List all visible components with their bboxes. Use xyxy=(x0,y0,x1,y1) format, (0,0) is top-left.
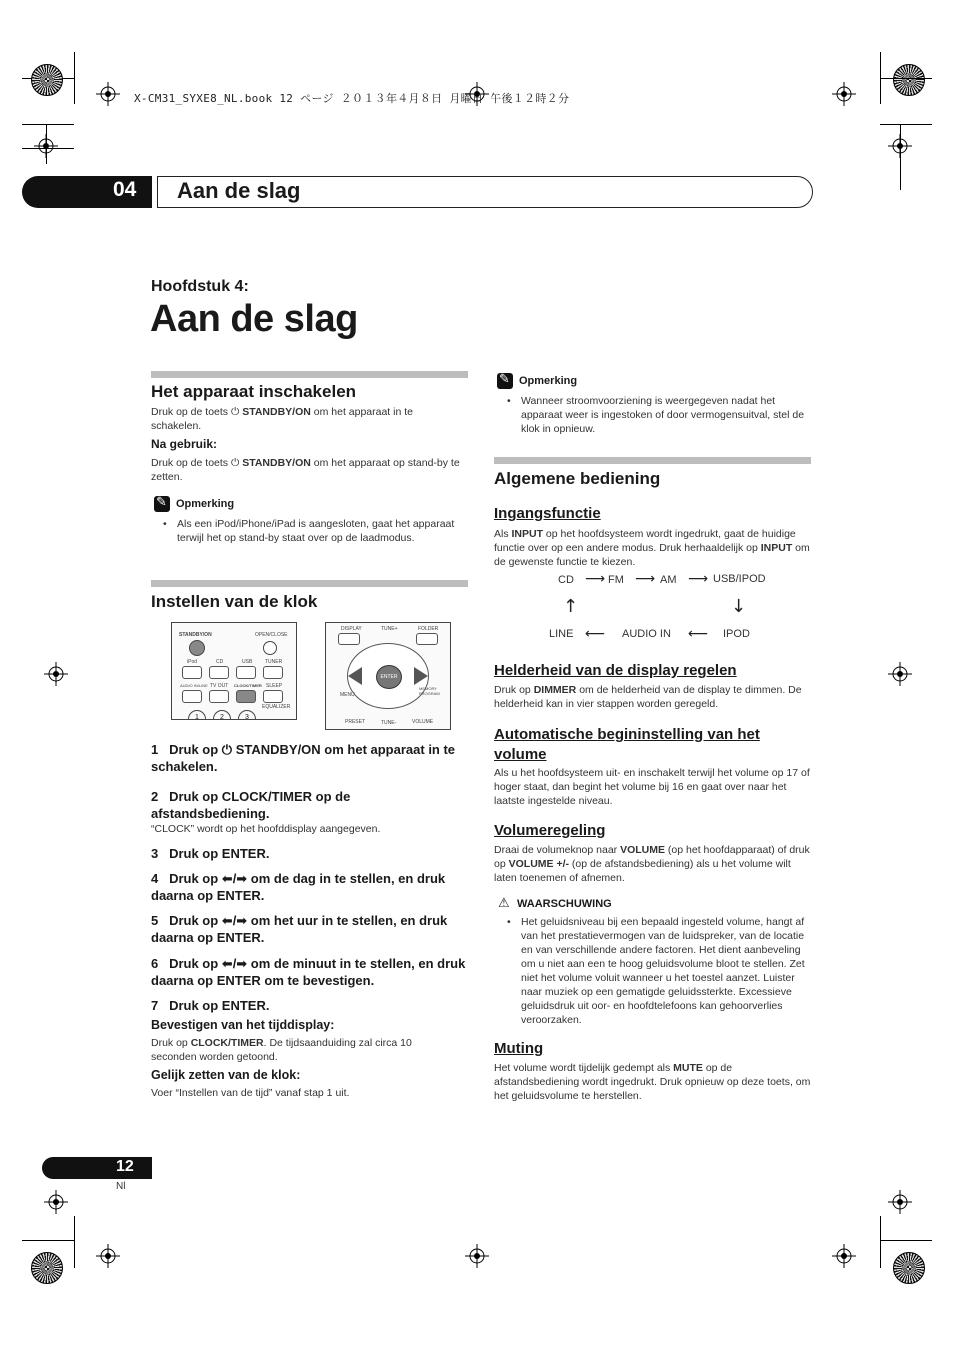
crop-mark xyxy=(880,1240,932,1241)
remote-label: SLEEP xyxy=(266,683,283,689)
step: 3 Druk op ENTER. xyxy=(151,846,270,861)
tuner-button[interactable] xyxy=(263,666,283,679)
chapter-number: 04 xyxy=(113,178,137,201)
registration-target-icon xyxy=(888,134,912,158)
flow-am: AM xyxy=(660,574,677,586)
remote-label: FOLDER xyxy=(418,626,439,632)
enter-button[interactable]: ENTER xyxy=(376,665,402,689)
remote-illustration-nav xyxy=(325,622,451,730)
note-icon xyxy=(154,496,170,512)
registration-target-icon xyxy=(832,1244,856,1268)
chapter-title: Aan de slag xyxy=(177,178,301,203)
remote-label: TUNE- xyxy=(381,720,397,726)
flow-ipod: IPOD xyxy=(723,628,750,640)
arrow-left-icon: ⟵ xyxy=(688,626,709,642)
note-text: Als een iPod/iPhone/iPad is aangesloten, gaat het apparaat terwijl het op stand-by staat over op de laadmodus. xyxy=(177,518,455,544)
remote-label: TUNER xyxy=(265,659,283,665)
registration-rosette xyxy=(893,64,925,96)
note-text: Wanneer stroomvoorziening is weergegeven nadat het apparaat weer is ingestoken of door vermogensuitval, stel de klok in opnieuw. xyxy=(521,395,805,435)
subheading: Bevestigen van het tijddisplay: xyxy=(151,1018,335,1032)
crop-mark xyxy=(880,52,881,104)
registration-target-icon xyxy=(34,134,58,158)
step: 1 Druk op ⏻ STANDBY/ON om het apparaat in te schakelen. xyxy=(151,742,456,774)
remote-label: MEMORY PROGRAM xyxy=(419,686,440,696)
remote-label: DISPLAY xyxy=(341,626,362,632)
chapter-label: Hoofdstuk 4: xyxy=(151,278,249,295)
note-label: Opmerking xyxy=(519,375,578,387)
registration-rosette xyxy=(31,1252,63,1284)
subsection-heading: Volumeregeling xyxy=(494,822,606,839)
arrow-left-icon: ⟵ xyxy=(585,626,606,642)
registration-target-icon xyxy=(888,662,912,686)
bullet-icon: • xyxy=(507,395,511,407)
remote-illustration-top xyxy=(171,622,297,720)
crop-mark xyxy=(880,124,932,125)
sleep-button[interactable] xyxy=(263,690,283,703)
cd-button[interactable] xyxy=(209,666,229,679)
flow-fm: FM xyxy=(608,574,624,586)
registration-target-icon xyxy=(96,82,120,106)
remote-label: AUDIO IN/LINE xyxy=(180,683,208,688)
page-number: 12 xyxy=(116,1158,134,1175)
open-close-button[interactable] xyxy=(263,641,277,655)
crop-mark xyxy=(74,52,75,104)
remote-label: MENU xyxy=(340,692,355,698)
registration-rosette xyxy=(31,64,63,96)
tv-out-button[interactable] xyxy=(209,690,229,703)
remote-label: TV OUT xyxy=(210,683,229,689)
remote-label: USB xyxy=(242,659,253,665)
bullet-icon: • xyxy=(507,916,511,928)
paragraph: Druk op de toets ⏻ STANDBY/ON om het apparaat op stand-by te zetten. xyxy=(151,457,460,483)
remote-label: iPod xyxy=(187,659,198,665)
step: 4 Druk op ⬅/➡ om de dag in te stellen, en druk daarna op ENTER. xyxy=(151,871,446,903)
subheading: Na gebruik: xyxy=(151,437,218,451)
warning-icon: ⚠ xyxy=(498,896,510,911)
page-number-badge xyxy=(42,1157,152,1179)
section-divider xyxy=(151,371,468,378)
section-heading: Het apparaat inschakelen xyxy=(151,382,357,401)
remote-label: CD xyxy=(216,659,224,665)
registration-target-icon xyxy=(44,662,68,686)
warning-text: Het geluidsniveau bij een bepaald ingesteld volume, hangt af van het prestatievermogen van de luidspreker, van de locatie en van verschillende andere factoren. Het dient aanbeveling om u niet aan een te hoog geluidsvolume bloot te stellen. Zet niet het volume voluit wanneer u het toestel aanzet. Luister naar muziek op een gematigde geluidssterkte. Excessieve geluidsdruk uit oor- en hoofdtelefoons kan gehoorverlies veroorzaken. xyxy=(521,916,805,1026)
crop-mark xyxy=(74,1216,75,1268)
step: 5 Druk op ⬅/➡ om het uur in te stellen, en druk daarna op ENTER. xyxy=(151,913,448,945)
paragraph: Druk op de toets ⏻ STANDBY/ON om het apparaat in te schakelen. xyxy=(151,406,413,432)
paragraph: Draai de volumeknop naar VOLUME (op het hoofdapparaat) of druk op VOLUME +/- (op de afstandsbediening) als u het volume wilt laten toenemen of afnemen. xyxy=(494,844,810,884)
bullet-icon: • xyxy=(163,518,167,530)
paragraph: Voer “Instellen van de tijd” vanaf stap 1 uit. xyxy=(151,1087,350,1099)
language-code: Nl xyxy=(116,1181,126,1192)
remote-label: CLOCK/TIMER xyxy=(234,683,262,688)
remote-label: TUNE+ xyxy=(381,626,398,632)
print-header: X-CM31_SYXE8_NL.book 12 ページ ２０１３年４月８日 月曜日 午後１２時２分 xyxy=(134,92,570,105)
standby-button[interactable] xyxy=(189,640,205,656)
folder-button[interactable] xyxy=(416,633,438,645)
registration-target-icon xyxy=(888,1190,912,1214)
arrow-down-icon: ↓ xyxy=(731,596,747,617)
digit-3-button[interactable]: 3 xyxy=(238,710,256,720)
section-heading: Algemene bediening xyxy=(494,469,661,488)
crop-mark xyxy=(22,124,74,125)
remote-label: OPEN/CLOSE xyxy=(255,632,288,638)
section-divider xyxy=(494,457,811,464)
arrow-right-icon: ⟶ xyxy=(688,571,709,587)
arrow-right-icon: ⟶ xyxy=(585,571,606,587)
section-heading: Instellen van de klok xyxy=(151,592,318,611)
remote-label: VOLUME xyxy=(412,719,434,725)
ipod-button[interactable] xyxy=(182,666,202,679)
paragraph: Druk op CLOCK/TIMER. De tijdsaanduiding zal circa 10 seconden worden getoond. xyxy=(151,1037,412,1063)
flow-cd: CD xyxy=(558,574,574,586)
remote-label: STANDBY/ON xyxy=(179,632,212,638)
clock-timer-button[interactable] xyxy=(236,690,256,703)
flow-usb-ipod: USB/IPOD xyxy=(713,573,766,585)
remote-label: EQUALIZER xyxy=(262,704,291,710)
paragraph: Als INPUT op het hoofdsysteem wordt ingedrukt, gaat de huidige functie over op een andere modus. Druk herhaaldelijk op INPUT om de gewenste functie te kiezen. xyxy=(494,528,810,568)
section-divider xyxy=(151,580,468,587)
arrow-up-icon: ↑ xyxy=(563,596,579,617)
left-arrow-icon[interactable] xyxy=(348,667,362,685)
subsection-heading: Muting xyxy=(494,1040,544,1057)
registration-rosette xyxy=(893,1252,925,1284)
warning-label: WAARSCHUWING xyxy=(517,898,612,910)
flow-line: LINE xyxy=(549,628,574,640)
paragraph: Druk op DIMMER om de helderheid van de display te dimmen. De helderheid kan in vier stappen worden geregeld. xyxy=(494,684,802,710)
registration-target-icon xyxy=(465,1244,489,1268)
note-icon xyxy=(497,373,513,389)
step: 2 Druk op CLOCK/TIMER op de afstandsbediening. xyxy=(151,789,351,821)
crop-mark xyxy=(880,1216,881,1268)
registration-target-icon xyxy=(832,82,856,106)
flow-audio-in: AUDIO IN xyxy=(622,628,671,640)
display-button[interactable] xyxy=(338,633,360,645)
subsection-heading: Helderheid van de display regelen xyxy=(494,662,737,679)
digit-2-button[interactable]: 2 xyxy=(213,710,231,720)
step: 6 Druk op ⬅/➡ om de minuut in te stellen, en druk daarna op ENTER om te bevestigen. xyxy=(151,956,466,988)
usb-button[interactable] xyxy=(236,666,256,679)
step-note: “CLOCK” wordt op het hoofddisplay aangegeven. xyxy=(151,823,381,835)
registration-target-icon xyxy=(44,1190,68,1214)
digit-1-button[interactable]: 1 xyxy=(188,710,206,720)
page-title: Aan de slag xyxy=(150,298,358,340)
crop-mark xyxy=(22,1240,74,1241)
paragraph: Als u het hoofdsysteem uit- en inschakelt terwijl het volume op 17 of hoger staat, dan begint het volume bij 16 en gaat over naar het laatste ingestelde niveau. xyxy=(494,767,810,807)
right-arrow-icon[interactable] xyxy=(414,667,428,685)
registration-target-icon xyxy=(96,1244,120,1268)
audio-in-button[interactable] xyxy=(182,690,202,703)
step: 7 Druk op ENTER. xyxy=(151,998,270,1013)
subsection-heading: Automatische begininstelling van het volume xyxy=(494,726,760,763)
crop-mark xyxy=(880,78,932,79)
note-label: Opmerking xyxy=(176,498,235,510)
paragraph: Het volume wordt tijdelijk gedempt als MUTE op de afstandsbediening wordt ingedrukt. Druk opnieuw op deze toets, om het geluidsvolume te herstellen. xyxy=(494,1062,811,1102)
arrow-right-icon: ⟶ xyxy=(635,571,656,587)
subsection-heading: Ingangsfunctie xyxy=(494,505,601,522)
remote-label: PRESET xyxy=(345,719,366,725)
subheading: Gelijk zetten van de klok: xyxy=(151,1068,301,1082)
